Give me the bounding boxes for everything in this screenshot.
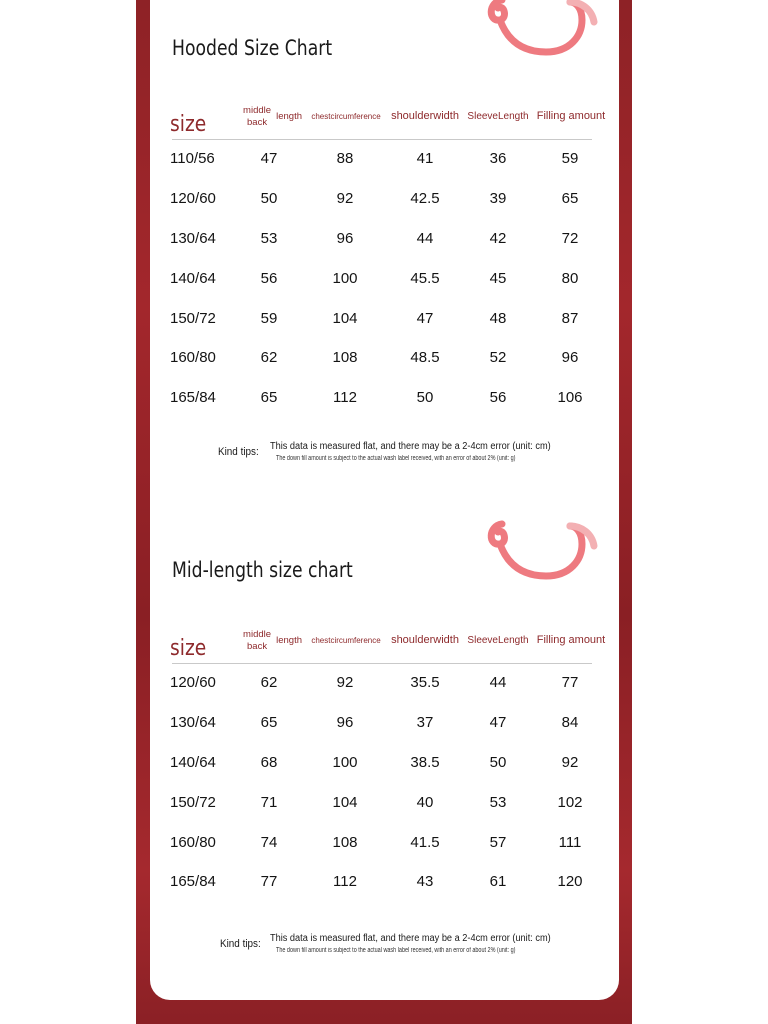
value-cell: 59 bbox=[260, 309, 278, 327]
value-cell: 74 bbox=[260, 833, 278, 851]
tips-main-text: This data is measured flat, and there may be a 2-4cm error (unit: cm) bbox=[270, 441, 551, 452]
value-cell: 84 bbox=[561, 714, 579, 732]
size-cell: 120/60 bbox=[170, 190, 216, 208]
value-cell: 45.5 bbox=[410, 269, 440, 287]
table-header bbox=[150, 94, 619, 140]
value-cell: 65 bbox=[561, 190, 579, 208]
value-cell: 96 bbox=[336, 229, 354, 247]
value-cell: 52 bbox=[489, 349, 507, 367]
header-filling-amount: Filling amount bbox=[536, 110, 606, 123]
value-cell: 53 bbox=[489, 793, 507, 811]
size-cell: 140/64 bbox=[170, 269, 216, 287]
table-row bbox=[150, 179, 619, 219]
value-cell: 100 bbox=[332, 753, 358, 771]
value-cell: 92 bbox=[561, 753, 579, 771]
size-cell: 160/80 bbox=[170, 349, 216, 367]
value-cell: 50 bbox=[416, 389, 434, 407]
value-cell: 96 bbox=[561, 349, 579, 367]
pink-swirl-smile-icon bbox=[484, 0, 604, 64]
value-cell: 50 bbox=[260, 190, 278, 208]
value-cell: 47 bbox=[260, 150, 278, 168]
value-cell: 44 bbox=[489, 674, 507, 692]
value-cell: 38.5 bbox=[410, 753, 440, 771]
header-chest-circumference: chest circumference bbox=[311, 636, 381, 645]
value-cell: 72 bbox=[561, 229, 579, 247]
size-cell: 160/80 bbox=[170, 833, 216, 851]
value-cell: 39 bbox=[489, 190, 507, 208]
header-shoulder-width: shoulder width bbox=[391, 110, 459, 123]
value-cell: 56 bbox=[260, 269, 278, 287]
value-cell: 96 bbox=[336, 714, 354, 732]
table-header bbox=[150, 618, 619, 664]
size-cell: 150/72 bbox=[170, 793, 216, 811]
value-cell: 100 bbox=[332, 269, 358, 287]
size-cell: 165/84 bbox=[170, 389, 216, 407]
header-shoulder-width: shoulder width bbox=[391, 634, 459, 647]
value-cell: 47 bbox=[489, 714, 507, 732]
table-row bbox=[150, 743, 619, 783]
header-sleeve-length: Sleeve Length bbox=[467, 110, 529, 122]
value-cell: 50 bbox=[489, 753, 507, 771]
table-row bbox=[150, 703, 619, 743]
table-body bbox=[150, 139, 619, 418]
value-cell: 56 bbox=[489, 389, 507, 407]
value-cell: 88 bbox=[336, 150, 354, 168]
value-cell: 102 bbox=[557, 793, 583, 811]
table-row bbox=[150, 338, 619, 378]
value-cell: 42 bbox=[489, 229, 507, 247]
value-cell: 57 bbox=[489, 833, 507, 851]
value-cell: 41 bbox=[416, 150, 434, 168]
size-cell: 130/64 bbox=[170, 714, 216, 732]
value-cell: 65 bbox=[260, 389, 278, 407]
tips-sub-text: The down fill amount is subject to the actual wash label received, with an error of about 2% (unit: g) bbox=[276, 947, 516, 954]
table-row bbox=[150, 862, 619, 902]
size-cell: 140/64 bbox=[170, 753, 216, 771]
tips-label: Kind tips: bbox=[220, 938, 261, 950]
tips-main-text: This data is measured flat, and there may be a 2-4cm error (unit: cm) bbox=[270, 933, 551, 944]
table-row bbox=[150, 782, 619, 822]
value-cell: 61 bbox=[489, 873, 507, 891]
value-cell: 92 bbox=[336, 190, 354, 208]
value-cell: 41.5 bbox=[410, 833, 440, 851]
table-row bbox=[150, 219, 619, 259]
size-cell: 110/56 bbox=[170, 150, 215, 168]
section-title: Hooded Size Chart bbox=[172, 36, 333, 60]
value-cell: 71 bbox=[260, 793, 278, 811]
header-size: size bbox=[170, 636, 207, 662]
size-cell: 120/60 bbox=[170, 674, 216, 692]
value-cell: 77 bbox=[561, 674, 579, 692]
header-size: size bbox=[170, 112, 207, 138]
value-cell: 68 bbox=[260, 753, 278, 771]
value-cell: 80 bbox=[561, 269, 579, 287]
size-cell: 130/64 bbox=[170, 229, 216, 247]
table-row bbox=[150, 258, 619, 298]
value-cell: 104 bbox=[332, 793, 358, 811]
value-cell: 44 bbox=[416, 229, 434, 247]
value-cell: 120 bbox=[557, 873, 583, 891]
value-cell: 48 bbox=[489, 309, 507, 327]
header-sleeve-length: Sleeve Length bbox=[467, 634, 529, 646]
value-cell: 104 bbox=[332, 309, 358, 327]
header-chest-circumference: chest circumference bbox=[311, 112, 381, 121]
value-cell: 48.5 bbox=[410, 349, 440, 367]
value-cell: 59 bbox=[561, 150, 579, 168]
value-cell: 62 bbox=[260, 349, 278, 367]
value-cell: 43 bbox=[416, 873, 434, 891]
size-chart-card bbox=[150, 0, 619, 1000]
value-cell: 35.5 bbox=[410, 674, 440, 692]
value-cell: 77 bbox=[260, 873, 278, 891]
value-cell: 112 bbox=[333, 389, 357, 407]
value-cell: 42.5 bbox=[410, 190, 440, 208]
pink-swirl-smile-icon bbox=[484, 520, 604, 588]
value-cell: 108 bbox=[332, 833, 358, 851]
size-cell: 150/72 bbox=[170, 309, 216, 327]
tips-sub-text: The down fill amount is subject to the actual wash label received, with an error of about 2% (unit: g) bbox=[276, 455, 516, 462]
value-cell: 106 bbox=[557, 389, 583, 407]
tips-label: Kind tips: bbox=[218, 446, 259, 458]
value-cell: 111 bbox=[558, 833, 582, 851]
value-cell: 112 bbox=[333, 873, 357, 891]
size-cell: 165/84 bbox=[170, 873, 216, 891]
value-cell: 108 bbox=[332, 349, 358, 367]
table-body bbox=[150, 663, 619, 902]
table-row bbox=[150, 663, 619, 703]
value-cell: 47 bbox=[416, 309, 434, 327]
section-title: Mid-length size chart bbox=[172, 558, 353, 582]
header-back-length: middle back length bbox=[243, 105, 302, 128]
value-cell: 40 bbox=[416, 793, 434, 811]
value-cell: 53 bbox=[260, 229, 278, 247]
table-row bbox=[150, 378, 619, 418]
value-cell: 92 bbox=[336, 674, 354, 692]
kind-tips bbox=[150, 930, 619, 960]
table-row bbox=[150, 822, 619, 862]
header-filling-amount: Filling amount bbox=[536, 634, 606, 647]
value-cell: 65 bbox=[260, 714, 278, 732]
value-cell: 87 bbox=[561, 309, 579, 327]
table-row bbox=[150, 139, 619, 179]
value-cell: 37 bbox=[416, 714, 434, 732]
value-cell: 62 bbox=[260, 674, 278, 692]
table-row bbox=[150, 298, 619, 338]
value-cell: 45 bbox=[489, 269, 507, 287]
header-back-length: middle back length bbox=[243, 629, 302, 652]
kind-tips bbox=[150, 438, 619, 468]
value-cell: 36 bbox=[489, 150, 507, 168]
